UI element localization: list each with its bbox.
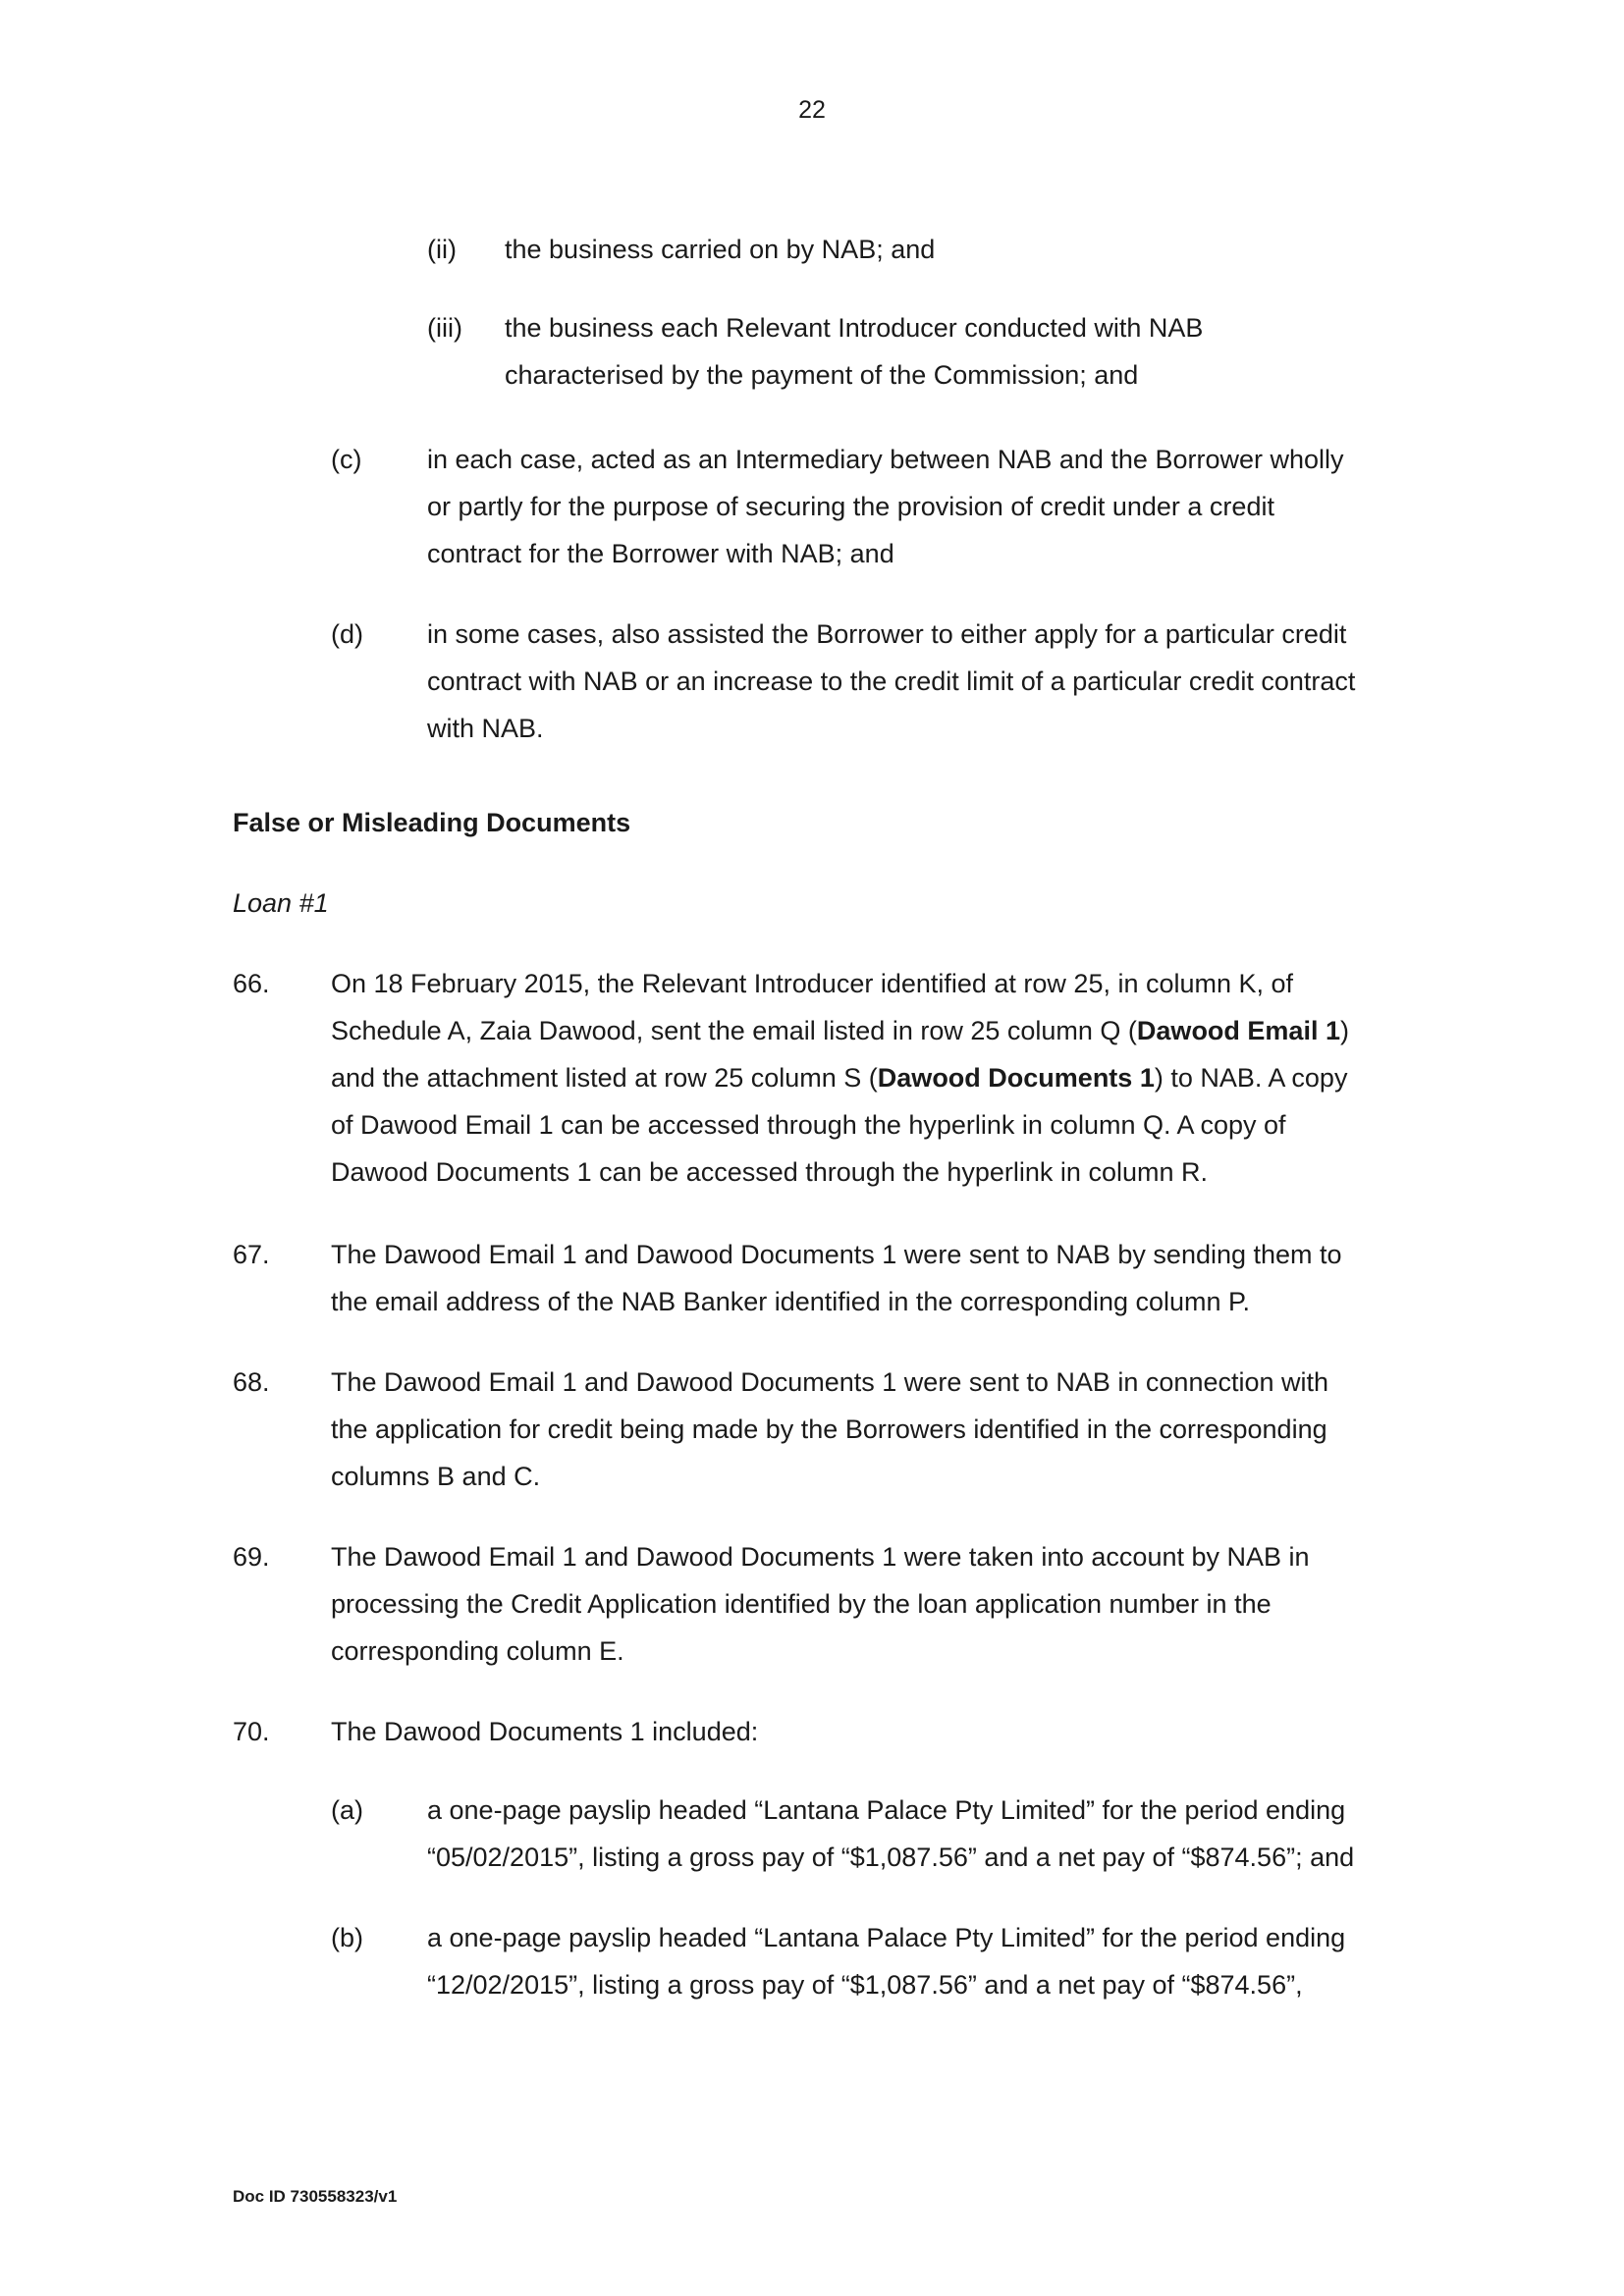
text-line: with NAB. <box>427 714 544 743</box>
item-label: (b) <box>331 1923 363 1952</box>
paragraph-number: 66. <box>233 969 270 998</box>
item-text <box>427 611 1355 752</box>
text-line: or partly for the purpose of securing the provision of credit under a credit <box>427 492 1274 521</box>
item-text <box>427 1914 1345 2008</box>
text-line: the application for credit being made by the Borrowers identified in the corresponding <box>331 1415 1327 1444</box>
paragraph-number: 70. <box>233 1717 270 1746</box>
text-line: in each case, acted as an Intermediary between NAB and the Borrower wholly <box>427 445 1344 474</box>
page-number: 22 <box>798 96 826 124</box>
text-line: columns B and C. <box>331 1462 541 1491</box>
text-line: characterised by the payment of the Commission; and <box>505 360 1139 390</box>
paragraph-number: 67. <box>233 1240 270 1269</box>
doc-id-footer: Doc ID 730558323/v1 <box>233 2187 398 2206</box>
paragraph-text <box>331 1359 1328 1500</box>
text-line: Dawood Documents 1 can be accessed through the hyperlink in column R. <box>331 1157 1208 1187</box>
text-span: ) <box>1339 1016 1349 1045</box>
paragraph-text <box>331 1533 1310 1675</box>
item-label: (iii) <box>427 313 462 343</box>
text-line: the business each Relevant Introducer conducted with NAB <box>505 313 1204 343</box>
section-heading: False or Misleading Documents <box>233 808 631 837</box>
text-line: “05/02/2015”, listing a gross pay of “$1,087.56” and a net pay of “$874.56”; and <box>427 1842 1355 1872</box>
text-line: contract for the Borrower with NAB; and <box>427 539 894 568</box>
text-line: The Dawood Email 1 and Dawood Documents 1 were sent to NAB by sending them to <box>331 1240 1342 1269</box>
item-label: (d) <box>331 619 363 649</box>
text-span: and the attachment listed at row 25 column S ( <box>331 1063 878 1093</box>
text-line: processing the Credit Application identified by the loan application number in the <box>331 1589 1272 1619</box>
paragraph-text <box>331 1231 1342 1325</box>
text-line: The Dawood Documents 1 included: <box>331 1717 759 1746</box>
item-text: the business carried on by NAB; and <box>505 235 936 264</box>
defined-term: Dawood Email 1 <box>1136 1016 1340 1045</box>
text-line: On 18 February 2015, the Relevant Introducer identified at row 25, in column K, of <box>331 969 1294 998</box>
text-line: a one-page payslip headed “Lantana Palace Pty Limited” for the period ending <box>427 1923 1346 1952</box>
paragraph-number: 68. <box>233 1367 270 1397</box>
item-label: (a) <box>331 1795 363 1825</box>
item-text <box>427 436 1344 577</box>
text-line <box>331 1054 1349 1101</box>
text-line: the email address of the NAB Banker identified in the corresponding column P. <box>331 1287 1251 1316</box>
text-line: a one-page payslip headed “Lantana Palace Pty Limited” for the period ending <box>427 1795 1346 1825</box>
text-line: The Dawood Email 1 and Dawood Documents 1 were sent to NAB in connection with <box>331 1367 1329 1397</box>
text-line <box>331 1007 1349 1054</box>
defined-term: Dawood Documents 1 <box>877 1063 1155 1093</box>
paragraph-text <box>331 960 1349 1196</box>
text-line: corresponding column E. <box>331 1636 624 1666</box>
paragraph-text <box>331 1708 758 1755</box>
item-label: (c) <box>331 445 362 474</box>
text-span: ) to NAB. A copy <box>1154 1063 1348 1093</box>
section-subheading: Loan #1 <box>233 888 329 918</box>
text-line: of Dawood Email 1 can be accessed through the hyperlink in column Q. A copy of <box>331 1110 1286 1140</box>
paragraph-number: 69. <box>233 1542 270 1572</box>
item-text <box>505 304 1203 399</box>
item-label: (ii) <box>427 235 457 264</box>
text-line: in some cases, also assisted the Borrower to either apply for a particular credit <box>427 619 1347 649</box>
item-text <box>427 1787 1354 1881</box>
text-span: Schedule A, Zaia Dawood, sent the email listed in row 25 column Q ( <box>331 1016 1137 1045</box>
text-line: “12/02/2015”, listing a gross pay of “$1,087.56” and a net pay of “$874.56”, <box>427 1970 1303 2000</box>
text-line: The Dawood Email 1 and Dawood Documents 1 were taken into account by NAB in <box>331 1542 1310 1572</box>
text-line: contract with NAB or an increase to the credit limit of a particular credit contract <box>427 667 1356 696</box>
